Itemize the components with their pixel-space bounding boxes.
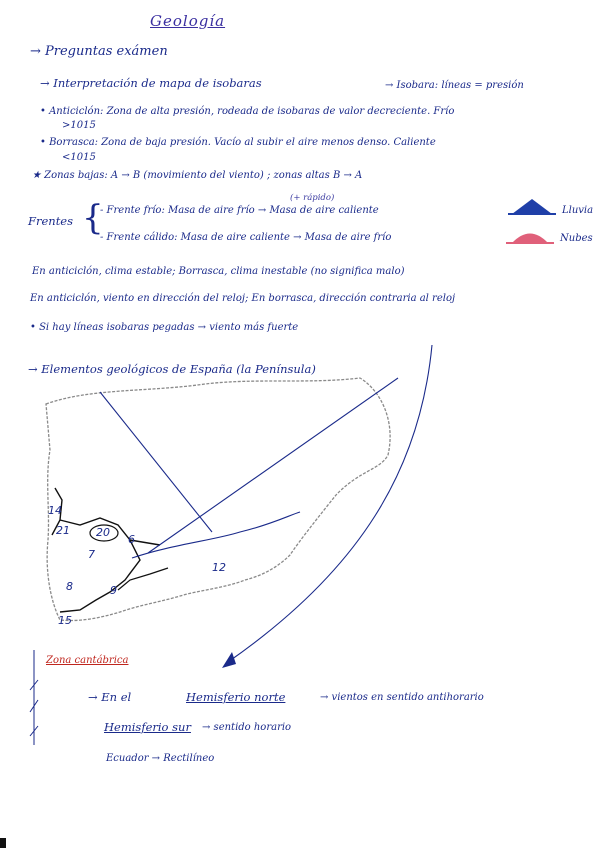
hemisferio-norte-rest: → vientos en sentido antihorario xyxy=(320,692,484,703)
isobaras-pegadas-line: • Si hay líneas isobaras pegadas → viento más fuerte xyxy=(30,322,299,333)
frente-frio: - Frente frío: Masa de aire frío → Masa de aire caliente xyxy=(100,205,379,216)
ecuador-line: Ecuador → Rectilíneo xyxy=(106,753,215,764)
viento-line: En anticiclón, viento en dirección del reloj; En borrasca, dirección contraria al reloj xyxy=(30,293,456,304)
section-heading-elementos: → Elementos geológicos de España (la Península) xyxy=(28,362,316,376)
hemisferio-norte: Hemisferio norte xyxy=(186,690,286,704)
isobara-note: → Isobara: líneas = presión xyxy=(385,80,524,91)
item-interpretacion: → Interpretación de mapa de isobaras xyxy=(40,76,262,90)
map-number: 21 xyxy=(56,524,70,537)
frente-frio-note: (+ rápido) xyxy=(290,193,335,203)
page-title: Geología xyxy=(150,12,226,30)
hemisferio-norte-prefix: → En el xyxy=(88,690,132,704)
map-number: 14 xyxy=(48,504,62,517)
nubes-label: Nubes xyxy=(560,233,593,244)
map-number: 9 xyxy=(110,584,117,597)
borrasca-value: <1015 xyxy=(62,152,96,163)
hemisferio-sur-rest: → sentido horario xyxy=(202,722,292,733)
page-corner-mark xyxy=(0,838,6,848)
lluvia-label: Lluvia xyxy=(562,205,594,216)
borrasca-line: • Borrasca: Zona de baja presión. Vacío al subir el aire menos denso. Caliente xyxy=(40,137,436,148)
map-number: 6 xyxy=(128,533,135,546)
frentes-brace: { xyxy=(82,198,104,238)
map-number: 8 xyxy=(66,580,73,593)
anticiclon-line: • Anticiclón: Zona de alta presión, rodeada de isobaras de valor decreciente. Frío xyxy=(40,106,455,117)
frente-calido: - Frente cálido: Masa de aire caliente → Masa de aire frío xyxy=(100,232,392,243)
map-number: 20 xyxy=(96,526,110,539)
hemisferio-sur: Hemisferio sur xyxy=(104,720,191,734)
frentes-label: Frentes xyxy=(28,214,74,228)
clima-line: En anticiclón, clima estable; Borrasca, clima inestable (no significa malo) xyxy=(32,266,405,277)
zonas-line: ★ Zonas bajas: A → B (movimiento del viento) ; zonas altas B → A xyxy=(32,170,363,181)
map-number: 12 xyxy=(212,561,226,574)
anticiclon-value: >1015 xyxy=(62,120,96,131)
section-heading-zona-cantabrica: Zona cantábrica xyxy=(46,655,129,666)
map-number: 15 xyxy=(58,614,72,627)
map-number: 7 xyxy=(88,548,95,561)
section-heading-preguntas: → Preguntas exámen xyxy=(30,44,168,59)
